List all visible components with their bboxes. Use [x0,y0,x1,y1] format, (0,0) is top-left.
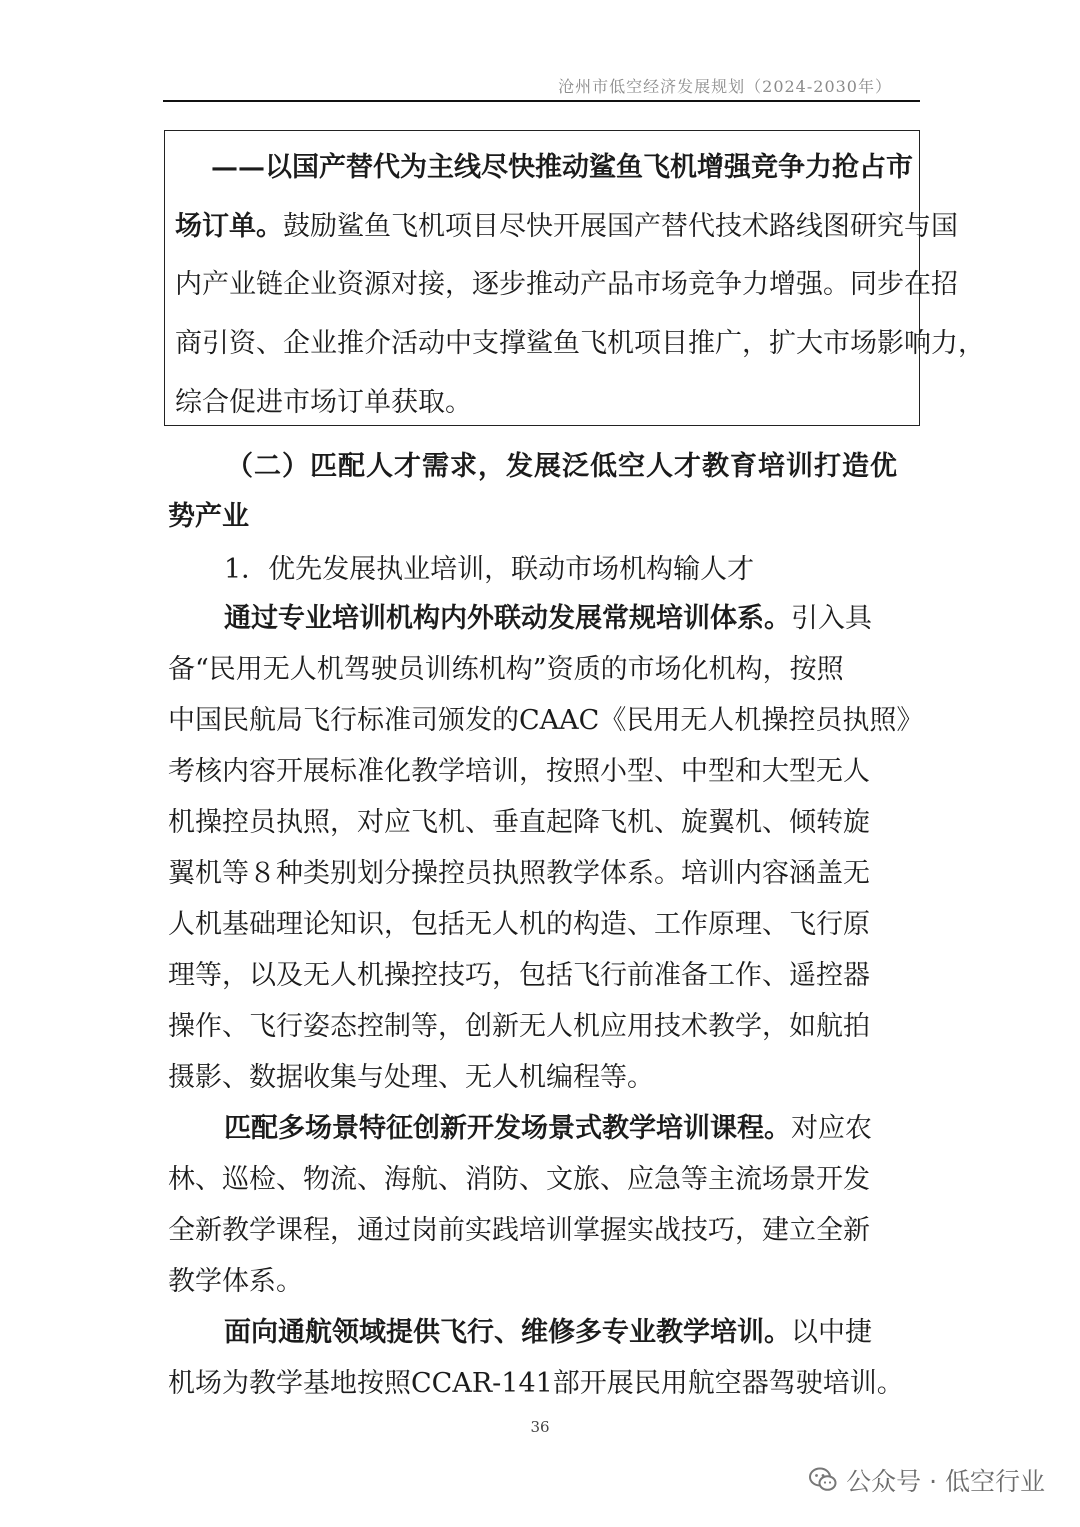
paragraph-text: 以中捷 [791,1317,872,1348]
paragraph-line: 备“民用无人机驾驶员训练机构”资质的市场化机构，按照 [168,654,844,685]
box-line-text: 内产业链企业资源对接，逐步推动产品市场竞争力增强。同步在招 [175,269,958,300]
wechat-icon [808,1465,838,1495]
paragraph-line: 摄影、数据收集与处理、无人机编程等。 [168,1062,654,1093]
paragraph-line: 林、巡检、物流、海航、消防、文旅、应急等主流场景开发 [168,1164,870,1195]
paragraph-lead: 通过专业培训机构内外联动发展常规培训体系。 [224,603,791,634]
box-line-text: 综合促进市场订单获取。 [175,387,472,418]
paragraph-line: 操作、飞行姿态控制等，创新无人机应用技术教学，如航拍 [168,1011,870,1042]
paragraph-text: 引入具 [791,603,872,634]
paragraph-text: 对应农 [791,1113,872,1144]
watermark [808,1460,1045,1500]
paragraph-line: 考核内容开展标准化教学培训，按照小型、中型和大型无人 [168,756,870,787]
header-title: 沧州市低空经济发展规划（2024-2030年） [558,77,892,96]
section-heading-line2: 势产业 [168,501,249,532]
subsection-title: 1．优先发展执业培训，联动市场机构输人才 [224,554,755,585]
paragraph-line: 理等，以及无人机操控技巧，包括飞行前准备工作、遥控器 [168,960,870,991]
paragraph-line: 全新教学课程，通过岗前实践培训掌握实战技巧，建立全新 [168,1215,870,1246]
paragraph-lead: 匹配多场景特征创新开发场景式教学培训课程。 [224,1113,791,1144]
body-content [168,0,928,1527]
box-line-bold: 场订单。 [175,211,283,242]
paragraph-lead: 面向通航领域提供飞行、维修多专业教学培训。 [224,1317,791,1348]
box-line-text: 鼓励鲨鱼飞机项目尽快开展国产替代技术路线图研究与国 [283,211,958,242]
box-line-bold: ——以国产替代为主线尽快推动鲨鱼飞机增强竞争力抢占市 [211,152,913,183]
paragraph-line [224,1106,872,1145]
paragraph-line: 人机基础理论知识，包括无人机的构造、工作原理、飞行原 [168,909,870,940]
paragraph-line [224,1310,872,1349]
paragraph-line [224,596,872,635]
paragraph-line: 机操控员执照，对应飞机、垂直起降飞机、旋翼机、倾转旋 [168,807,870,838]
paragraph-line: 教学体系。 [168,1266,303,1297]
paragraph-line: 机场为教学基地按照CCAR-141部开展民用航空器驾驶培训。 [168,1368,904,1399]
box-line-text: 商引资、企业推介活动中支撑鲨鱼飞机项目推广，扩大市场影响力， [175,328,985,359]
paragraph-line: 翼机等８种类别划分操控员执照教学体系。培训内容涵盖无 [168,858,870,889]
paragraph-line: 中国民航局飞行标准司颁发的CAAC《民用无人机操控员执照》 [168,705,924,736]
page-number: 36 [530,1418,550,1436]
section-heading-line1: （二）匹配人才需求，发展泛低空人才教育培训打造优 [226,451,898,482]
watermark-text: 公众号 · 低空行业 [846,1467,1045,1496]
